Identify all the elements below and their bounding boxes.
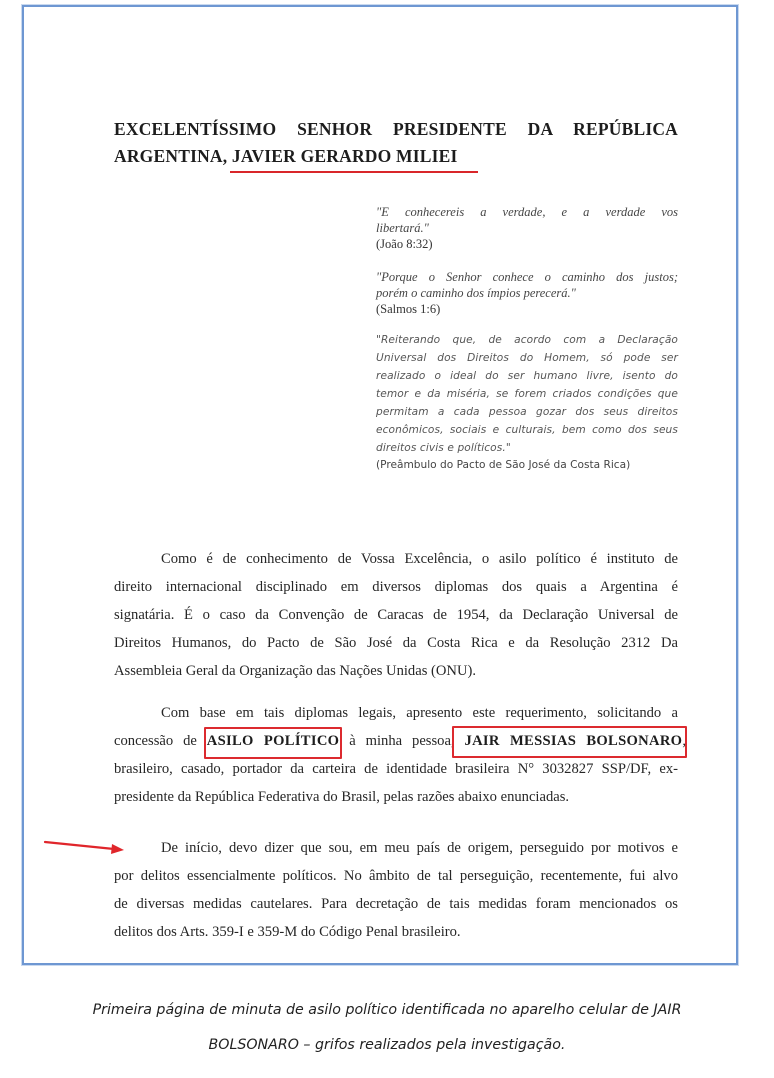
title-prefix: ARGENTINA,: [114, 146, 232, 166]
epigraph-1-reference: (João 8:32): [376, 237, 433, 251]
epigraph-3-line-2: Universal dos Direitos do Homem, só pode ser: [376, 352, 678, 364]
paragraph-3-line-2: por delitos essencialmente políticos. No âmbito de tal perseguição, recentemente, fui alvo: [114, 868, 678, 884]
epigraph-3-line-5: permitam a cada pessoa gozar dos seus direitos: [376, 406, 678, 418]
red-highlight-box-requester-name: [452, 726, 687, 758]
paragraph-1-line-4: Direitos Humanos, do Pacto de São José da Costa Rica e da Resolução 2312 Da: [114, 635, 678, 651]
paragraph-1-line-3: signatária. É o caso da Convenção de Caracas de 1954, da Declaração Universal de: [114, 607, 678, 623]
epigraph-2-line-1: "Porque o Senhor conhece o caminho dos justos;: [376, 270, 678, 284]
paragraph-1-line-5: Assembleia Geral da Organização das Nações Unidas (ONU).: [114, 663, 477, 679]
paragraph-1-line-2: direito internacional disciplinado em diversos diplomas dos quais a Argentina é: [114, 579, 678, 595]
text-fragment: concessão de: [114, 733, 207, 749]
epigraph-2-line-2: porém o caminho dos ímpios perecerá.": [376, 286, 576, 300]
epigraph-3-line-6: econômicos, sociais e culturais, bem como dos seus: [376, 424, 678, 436]
text-fragment: à minha pessoa,: [339, 733, 465, 749]
title-word: PRESIDENTE: [393, 119, 507, 139]
epigraph-3-line-3: realizado o ideal do ser humano livre, isento do: [376, 370, 678, 382]
highlight-asilo-politico: ASILO POLÍTICO: [206, 733, 340, 749]
title-word: REPÚBLICA: [573, 119, 679, 139]
title-word: DA: [527, 119, 553, 139]
title-line-2: [114, 146, 458, 167]
title-word: EXCELENTÍSSIMO: [114, 119, 277, 139]
red-arrow-right-icon: [42, 836, 128, 856]
paragraph-2-line-1: Com base em tais diplomas legais, apresento este requerimento, solicitando a: [161, 705, 678, 721]
epigraph-1-line-2: libertará.": [376, 221, 429, 235]
epigraph-1-line-1: "E conhecereis a verdade, e a verdade vos: [376, 205, 678, 219]
red-highlight-box-asilo-politico: [204, 727, 342, 759]
paragraph-3-line-1: De início, devo dizer que sou, em meu país de origem, perseguido por motivos e: [161, 840, 678, 856]
caption-line-2: BOLSONARO – grifos realizados pela investigação.: [208, 1037, 566, 1053]
caption-line-1: Primeira página de minuta de asilo político identificada no aparelho celular de JAIR: [92, 1002, 682, 1018]
epigraph-3-line-1: "Reiterando que, de acordo com a Declaração: [376, 334, 678, 346]
paragraph-3-line-3: de diversas medidas cautelares. Para decretação de tais medidas foram mencionados os: [114, 896, 678, 912]
epigraph-3-line-7: direitos civis e políticos.": [376, 442, 511, 454]
highlight-requester-name: JAIR MESSIAS BOLSONARO: [464, 733, 683, 749]
epigraph-3-line-4: temor e da miséria, se forem criados condições que: [376, 388, 678, 400]
epigraph-3-reference: (Preâmbulo do Pacto de São José da Costa Rica): [376, 459, 631, 471]
paragraph-2-line-3: brasileiro, casado, portador da carteira de identidade brasileira N° 3032827 SSP/DF, ex-: [114, 761, 678, 777]
text-fragment: ,: [682, 733, 686, 749]
addressee-red-underline: [230, 171, 478, 173]
addressee-name: JAVIER GERARDO MILIEI: [231, 146, 458, 166]
paragraph-2-line-4: presidente da República Federativa do Brasil, pelas razões abaixo enunciadas.: [114, 789, 570, 805]
paragraph-1-line-1: Como é de conhecimento de Vossa Excelência, o asilo político é instituto de: [161, 551, 678, 567]
title-line-1: [114, 119, 678, 140]
paragraph-3-line-4: delitos dos Arts. 359-I e 359-M do Código Penal brasileiro.: [114, 924, 461, 940]
title-word: SENHOR: [297, 119, 373, 139]
epigraph-2-reference: (Salmos 1:6): [376, 302, 441, 316]
